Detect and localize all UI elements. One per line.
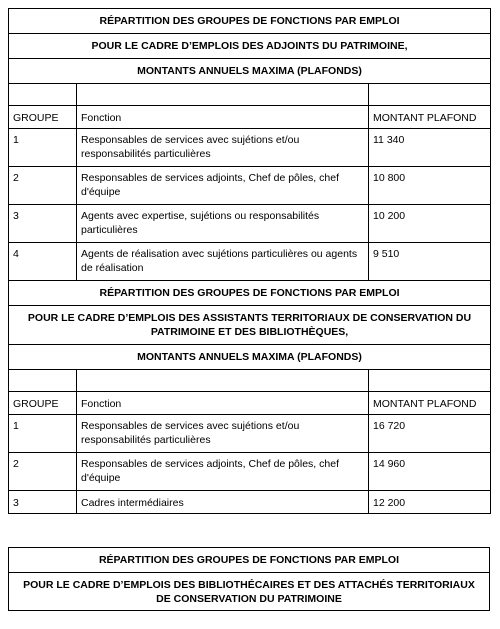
fonction-cell: Responsables de services adjoints, Chef de pôles, chef d'équipe: [77, 167, 369, 205]
groupe-cell: 2: [9, 167, 77, 205]
table-title: RÉPARTITION DES GROUPES DE FONCTIONS PAR EMPLOI: [9, 281, 491, 306]
cadre-heading: POUR LE CADRE D’EMPLOIS DES ADJOINTS DU PATRIMOINE,: [9, 34, 491, 59]
table-title-row: [9, 9, 491, 34]
fonction-cell: Agents de réalisation avec sujétions particulières ou agents de réalisation: [77, 243, 369, 281]
groupe-cell: 4: [9, 243, 77, 281]
empty-row: [9, 370, 491, 392]
cadre-heading: POUR LE CADRE D’EMPLOIS DES ASSISTANTS TERRITORIAUX DE CONSERVATION DU PATRIMOINE ET DES BIBLIOTHÈQUES,: [9, 306, 491, 345]
fonction-cell: Agents avec expertise, sujétions ou responsabilités particulières: [77, 205, 369, 243]
column-header-montant: MONTANT PLAFOND: [369, 392, 491, 415]
montant-cell: 10 800: [369, 167, 491, 205]
montant-cell: 11 340: [369, 129, 491, 167]
empty-cell: [77, 370, 369, 392]
grade-allocation-table: [8, 8, 491, 514]
table-row: [9, 243, 491, 281]
empty-cell: [77, 84, 369, 106]
montants-row: [9, 59, 491, 84]
empty-cell: [9, 370, 77, 392]
column-header-montant: MONTANT PLAFOND: [369, 106, 491, 129]
montants-row: [9, 345, 491, 370]
table-row: [9, 453, 491, 491]
fonction-cell: Responsables de services avec sujétions et/ou responsabilités particulières: [77, 415, 369, 453]
table-row: [9, 415, 491, 453]
empty-row: [9, 84, 491, 106]
column-header-row: [9, 106, 491, 129]
cadre-heading: POUR LE CADRE D’EMPLOIS DES BIBLIOTHÉCAIRES ET DES ATTACHÉS TERRITORIAUX DE CONSERVATION DU PATRIMOINE: [9, 573, 490, 611]
cadre-row: [9, 34, 491, 59]
column-header-groupe: GROUPE: [9, 392, 77, 415]
table-row: [9, 491, 491, 514]
table-title: RÉPARTITION DES GROUPES DE FONCTIONS PAR EMPLOI: [9, 548, 490, 573]
column-header-fonction: Fonction: [77, 392, 369, 415]
groupe-cell: 3: [9, 205, 77, 243]
table-row: [9, 205, 491, 243]
montants-heading: MONTANTS ANNUELS MAXIMA (PLAFONDS): [9, 345, 491, 370]
montant-cell: 9 510: [369, 243, 491, 281]
montant-cell: 10 200: [369, 205, 491, 243]
table-row: [9, 129, 491, 167]
table-row: [9, 167, 491, 205]
grade-allocation-table: [8, 547, 490, 611]
montant-cell: 16 720: [369, 415, 491, 453]
montants-heading: MONTANTS ANNUELS MAXIMA (PLAFONDS): [9, 59, 491, 84]
fonction-cell: Responsables de services avec sujétions et/ou responsabilités particulières: [77, 129, 369, 167]
groupe-cell: 1: [9, 415, 77, 453]
montant-cell: 12 200: [369, 491, 491, 514]
groupe-cell: 2: [9, 453, 77, 491]
empty-cell: [369, 370, 491, 392]
column-header-fonction: Fonction: [77, 106, 369, 129]
groupe-cell: 3: [9, 491, 77, 514]
cadre-row: [9, 573, 490, 611]
column-header-groupe: GROUPE: [9, 106, 77, 129]
column-header-row: [9, 392, 491, 415]
empty-cell: [369, 84, 491, 106]
table-title-row: [9, 548, 490, 573]
fonction-cell: Cadres intermédiaires: [77, 491, 369, 514]
table-title-row: [9, 281, 491, 306]
empty-cell: [9, 84, 77, 106]
fonction-cell: Responsables de services adjoints, Chef de pôles, chef d'équipe: [77, 453, 369, 491]
table-title: RÉPARTITION DES GROUPES DE FONCTIONS PAR EMPLOI: [9, 9, 491, 34]
groupe-cell: 1: [9, 129, 77, 167]
cadre-row: [9, 306, 491, 345]
montant-cell: 14 960: [369, 453, 491, 491]
